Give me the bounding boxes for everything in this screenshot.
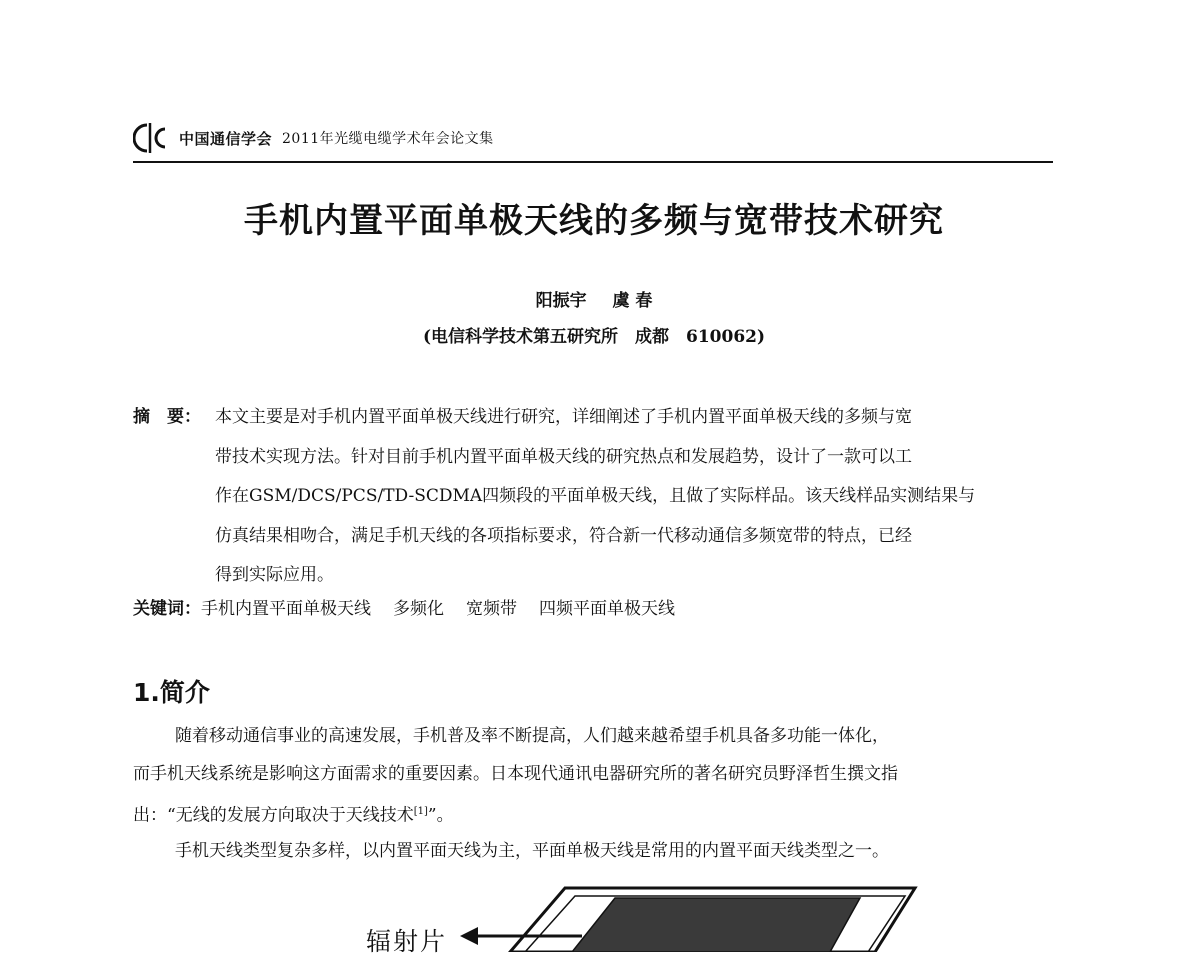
keywords: [133, 592, 1053, 626]
abstract-line: 带技术实现方法。针对目前手机内置平面单极天线的研究热点和发展趋势，设计了一款可以工: [215, 446, 912, 467]
abstract-line: 得到实际应用。: [215, 565, 334, 585]
antenna-figure: [360, 880, 940, 956]
paragraph-line: [133, 793, 1053, 835]
keyword: 多频化: [393, 599, 444, 619]
affiliation: (电信科学技术第五研究所 成都 610062): [422, 327, 766, 347]
proceedings-title: 2011年光缆电缆学术年会论文集: [282, 131, 494, 147]
author-name: 虞 春: [612, 291, 653, 311]
paragraph-line: 而手机天线系统是影响这方面需求的重要因素。日本现代通讯电器研究所的著名研究员野泽哲生撰文指: [133, 764, 898, 784]
quote-end: ”。: [427, 805, 454, 826]
citation-ref: [1]: [413, 806, 428, 817]
keyword: 宽频带: [466, 599, 517, 619]
section-paragraph-2: 手机天线类型复杂多样，以内置平面天线为主，平面单极天线是常用的内置平面天线类型之一。: [175, 841, 889, 861]
abstract-body: [215, 398, 1053, 596]
page-header: [133, 118, 1053, 158]
keyword: 手机内置平面单极天线: [201, 599, 371, 619]
society-logo-icon: [133, 121, 171, 155]
keywords-label: 关键词：: [133, 599, 201, 619]
abstract-line: 本文主要是对手机内置平面单极天线进行研究，详细阐述了手机内置平面单极天线的多频与宽: [215, 407, 912, 427]
abstract-line: 仿真结果相吻合，满足手机天线的各项指标要求，符合新一代移动通信多频宽带的特点，已经: [215, 525, 912, 546]
header-rule: [133, 161, 1053, 163]
figure-label: 辐射片: [366, 927, 448, 956]
section-paragraph-1: [133, 717, 1053, 835]
keyword: 四频平面单极天线: [539, 599, 675, 619]
quote-text: 出：“无线的发展方向取决于天线技术: [133, 805, 414, 826]
abstract-line: 作在GSM/DCS/PCS/TD-SCDMA四频段的平面单极天线，且做了实际样品。该天线样品实测结果与: [215, 486, 976, 506]
paper-title: 手机内置平面单极天线的多频与宽带技术研究: [244, 201, 944, 241]
authors: [0, 286, 1188, 311]
paragraph-line: 随着移动通信事业的高速发展，手机普及率不断提高，人们越来越希望手机具备多功能一体化，: [175, 726, 889, 746]
author-name: 阳振宇: [535, 291, 587, 311]
section-heading: 1.简介: [133, 678, 210, 707]
society-name: 中国通信学会: [179, 129, 273, 148]
abstract-label: 摘 要：: [133, 407, 201, 427]
abstract: [133, 398, 1053, 596]
